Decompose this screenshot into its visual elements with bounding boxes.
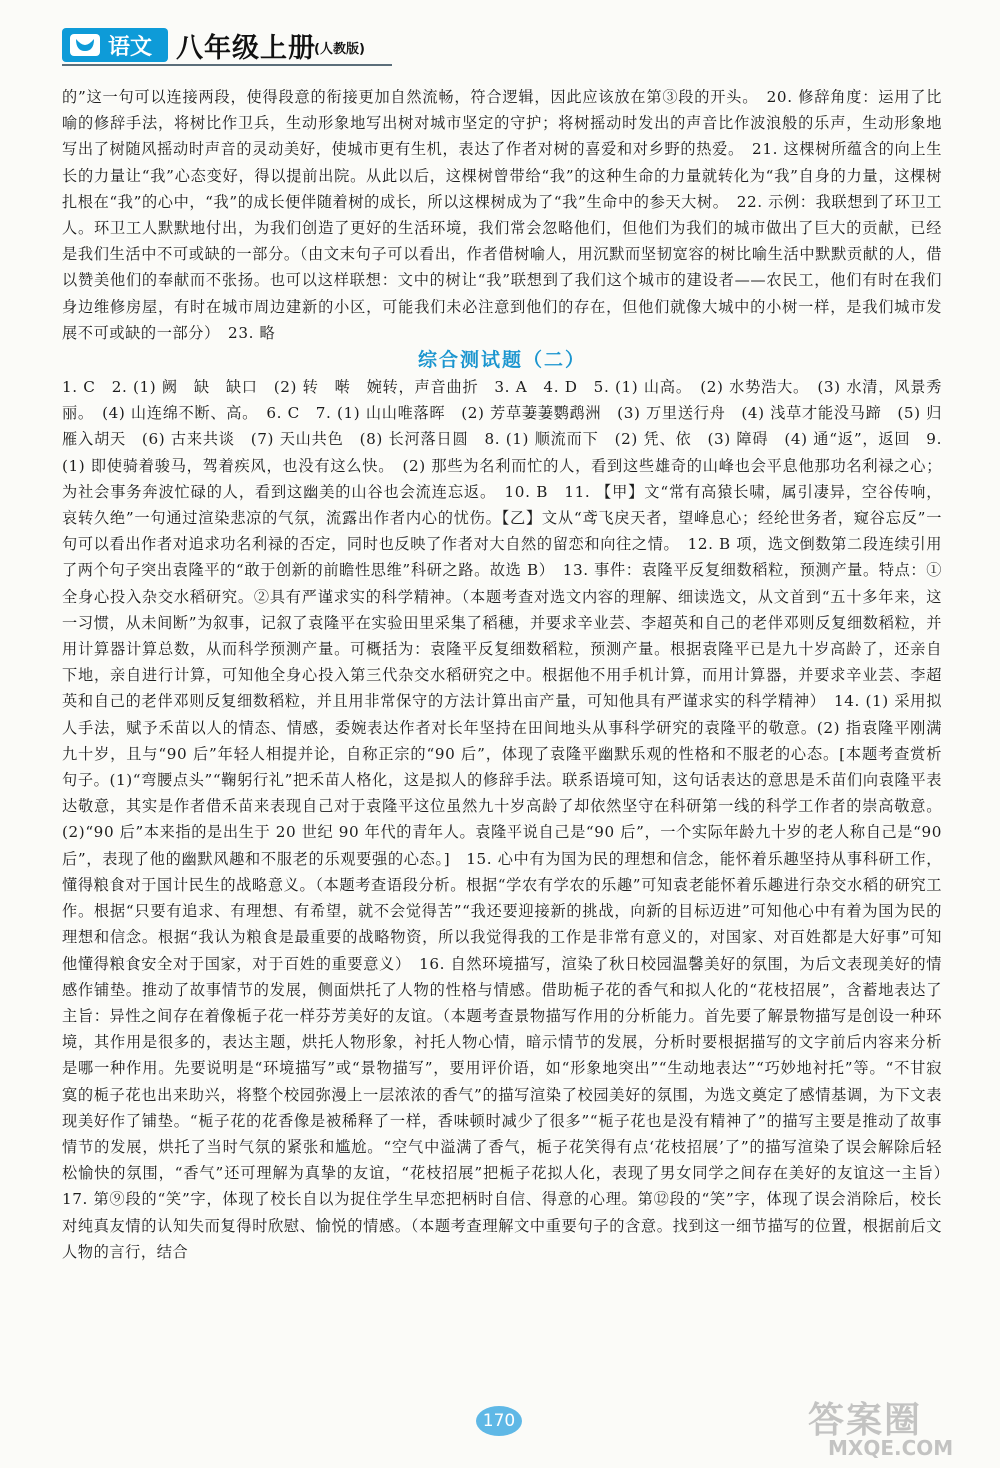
subject-label: 语文 — [108, 35, 153, 60]
grade-label: 八年级上册 — [176, 33, 316, 64]
leaf-logo-icon — [70, 34, 100, 56]
header-rule — [62, 64, 392, 66]
subject-badge — [62, 28, 168, 62]
answer-content — [62, 84, 958, 1265]
page-number: 170 — [482, 1411, 516, 1431]
answer-paragraph-test-2: 1. C 2. (1) 阙 缺 缺口 (2) 转 啭 婉转，声音曲折 3. A 4. D 5. (1) 山高。 (2) 水势浩大。 (3) 水清，风景秀丽。 (4) 山连绵不断、高。 6. C 7. (1) 山山唯落晖 (2) 芳草萋萋鹦鹉洲 (3) 万里送行舟 (4) 浅草才能没马蹄 (5) 归雁入胡天 (6) 古来共谈 (7) 天山共色 (8) 长河落日圆 8. (1) 顺流而下 (2) 凭、依 (3) 障碍 (4) 通“返”，返回 9. (1) 即使骑着骏马，驾着疾风，也没有这么快。 (2) 那些为名利而忙的人，看到这些雄奇的山峰也会平息他那功名利禄之心；为社会事务奔波忙碌的人，看到这幽美的山谷也会流连忘返。 10. B 11. 【甲】文“常有高猿长啸，属引凄异，空谷传响，哀转久绝”一句通过渲染悲凉的气氛，流露出作者内心的忧伤。【乙】文从“鸢飞戾天者，望峰息心；经纶世务者，窥谷忘反”一句可以看出作者对追求功名利禄的否定，同时也反映了作者对大自然的留恋和向往之情。 12. B 项，选文倒数第二段连续引用了两个句子突出袁隆平的“敢于创新的前瞻性思维”科研之路。故选 B） 13. 事件：袁隆平反复细数稻粒，预测产量。特点：①全身心投入杂交水稻研究。②具有严谨求实的科学精神。（本题考查对选文内容的理解、细读选文，从文首到“五十多年来，这一习惯，从未间断”为叙事，记叙了袁隆平在实验田里采集了稻穗，并要求辛业芸、李超英和自己的老伴邓则反复细数稻粒，并用计算器计算总数，从而科学预测产量。可概括为：袁隆平反复细数稻粒，预测产量。根据袁隆平已是九十岁高龄了，还亲自下地，亲自进行计算，可知他全身心投入第三代杂交水稻研究之中。根据他不用手机计算，而用计算器，并要求辛业芸、李超英和自己的老伴邓则反复细数稻粒，并且用非常保守的方法计算出亩产量，可知他具有严谨求实的科学精神） 14. (1) 采用拟人手法，赋予禾苗以人的情态、情感，委婉表达作者对长年坚持在田间地头从事科学研究的袁隆平的敬意。(2) 指袁隆平刚满九十岁，且与“90 后”年轻人相提并论，自称正宗的“90 后”，体现了袁隆平幽默乐观的性格和不服老的心态。[本题考查赏析句子。(1)“弯腰点头”“鞠躬行礼”把禾苗人格化，这是拟人的修辞手法。联系语境可知，这句话表达的意思是禾苗们向袁隆平表达敬意，其实是作者借禾苗来表现自己对于袁隆平这位虽然九十岁高龄了却依然坚守在科研第一线的科学工作者的崇高敬意。(2)“90 后”本来指的是出生于 20 世纪 90 年代的青年人。袁隆平说自己是“90 后”，一个实际年龄九十岁的老人称自己是“90 后”，表现了他的幽默风趣和不服老的乐观要强的心态。] 15. 心中有为国为民的理想和信念，能怀着乐趣坚持从事科研工作，懂得粮食对于国计民生的战略意义。（本题考查语段分析。根据“学农有学农的乐趣”可知袁老能怀着乐趣进行杂交水稻的研究工作。根据“只要有追求、有理想、有希望，就不会觉得苦”“我还要迎接新的挑战，向新的目标迈进”可知他心中有着为国为民的理想和信念。根据“我认为粮食是最重要的战略物资，所以我觉得我的工作是非常有意义的，对国家、对百姓都是大好事”可知他懂得粮食安全对于国家，对于百姓的重要意义） 16. 自然环境描写，渲染了秋日校园温馨美好的氛围，为后文表现美好的情感作铺垫。推动了故事情节的发展，侧面烘托了人物的性格与情感。借助栀子花的香气和拟人化的“花枝招展”，含蓄地表达了主旨：异性之间存在着像栀子花一样芬芳美好的友谊。（本题考查景物描写作用的分析能力。首先要了解景物描写是创设一种环境，其作用是很多的，表达主题，烘托人物形象，衬托人物心情，暗示情节的发展，分析时要根据描写的文字前后内容来分析是哪一种作用。先要说明是“环境描写”或“景物描写”，要用评价语，如“形象地突出”“生动地表达”“巧妙地衬托”等。“不甘寂寞的栀子花也出来助兴，将整个校园弥漫上一层浓浓的香气”的描写渲染了校园美好的氛围，为选文奠定了感情基调，为下文表现美好作了铺垫。“栀子花的花香像是被稀释了一样，香味顿时减少了很多”“栀子花也是没有精神了”的描写主要是推动了故事情节的发展，烘托了当时气氛的紧张和尴尬。“空气中溢满了香气，栀子花笑得有点‘花枝招展’了”的描写渲染了误会解除后轻松愉快的氛围，“香气”还可理解为真挚的友谊，“花枝招展”把栀子花拟人化，表现了男女同学之间存在美好的友谊这一主旨） 17. 第⑨段的“笑”字，体现了校长自以为捉住学生早恋把柄时自信、得意的心理。第⑫段的“笑”字，体现了误会消除后，校长对纯真友情的认知失而复得时欣慰、愉悦的情感。（本题考查理解文中重要句子的含意。找到这一细节描写的位置，根据前后文人物的言行，结合 — [62, 378, 958, 1261]
answer-paragraph-continued: 的”这一句可以连接两段，使得段意的衔接更加自然流畅，符合逻辑，因此应该放在第③段的开头。 20. 修辞角度：运用了比喻的修辞手法，将树比作卫兵，生动形象地写出树对城市坚定的守护；将树摇动时发出的声音比作波浪般的乐声，生动形象地写出了树随风摇动时声音的灵动美好，使城市更有生机，表达了作者对树的喜爱和对乡野的热爱。 21. 这棵树所蕴含的向上生长的力量让“我”心态变好，得以提前出院。从此以后，这棵树曾带给“我”的这种生命的力量就转化为“我”自身的力量，这棵树扎根在“我”的心中，“我”的成长便伴随着树的成长，所以这棵树成为了“我”生命中的参天大树。 22. 示例：我联想到了环卫工人。环卫工人默默地付出，为我们创造了更好的生活环境，我们常会忽略他们，但他们为我们的城市做出了巨大的贡献，已经是我们生活中不可或缺的一部分。（由文末句子可以看出，作者借树喻人，用沉默而坚韧宽容的树比喻生活中默默贡献的人，借以赞美他们的奉献而不张扬。也可以这样联想：文中的树让“我”联想到了我们这个城市的建设者——农民工，他们有时在我们身边维修房屋，有时在城市周边建新的小区，可能我们未必注意到他们的存在，但他们就像大城中的小树一样，是我们城市发展不可或缺的一部分） 23. 略 — [62, 88, 942, 342]
page-header — [56, 12, 396, 70]
watermark-brand: 答案圈 — [808, 1400, 923, 1441]
section-title: 综合测试题（二） — [417, 349, 586, 372]
edition-label: (人教版) — [314, 42, 365, 57]
watermark — [800, 1392, 996, 1464]
watermark-url: MXQE.COM — [828, 1436, 954, 1460]
page-number-badge — [476, 1406, 522, 1436]
